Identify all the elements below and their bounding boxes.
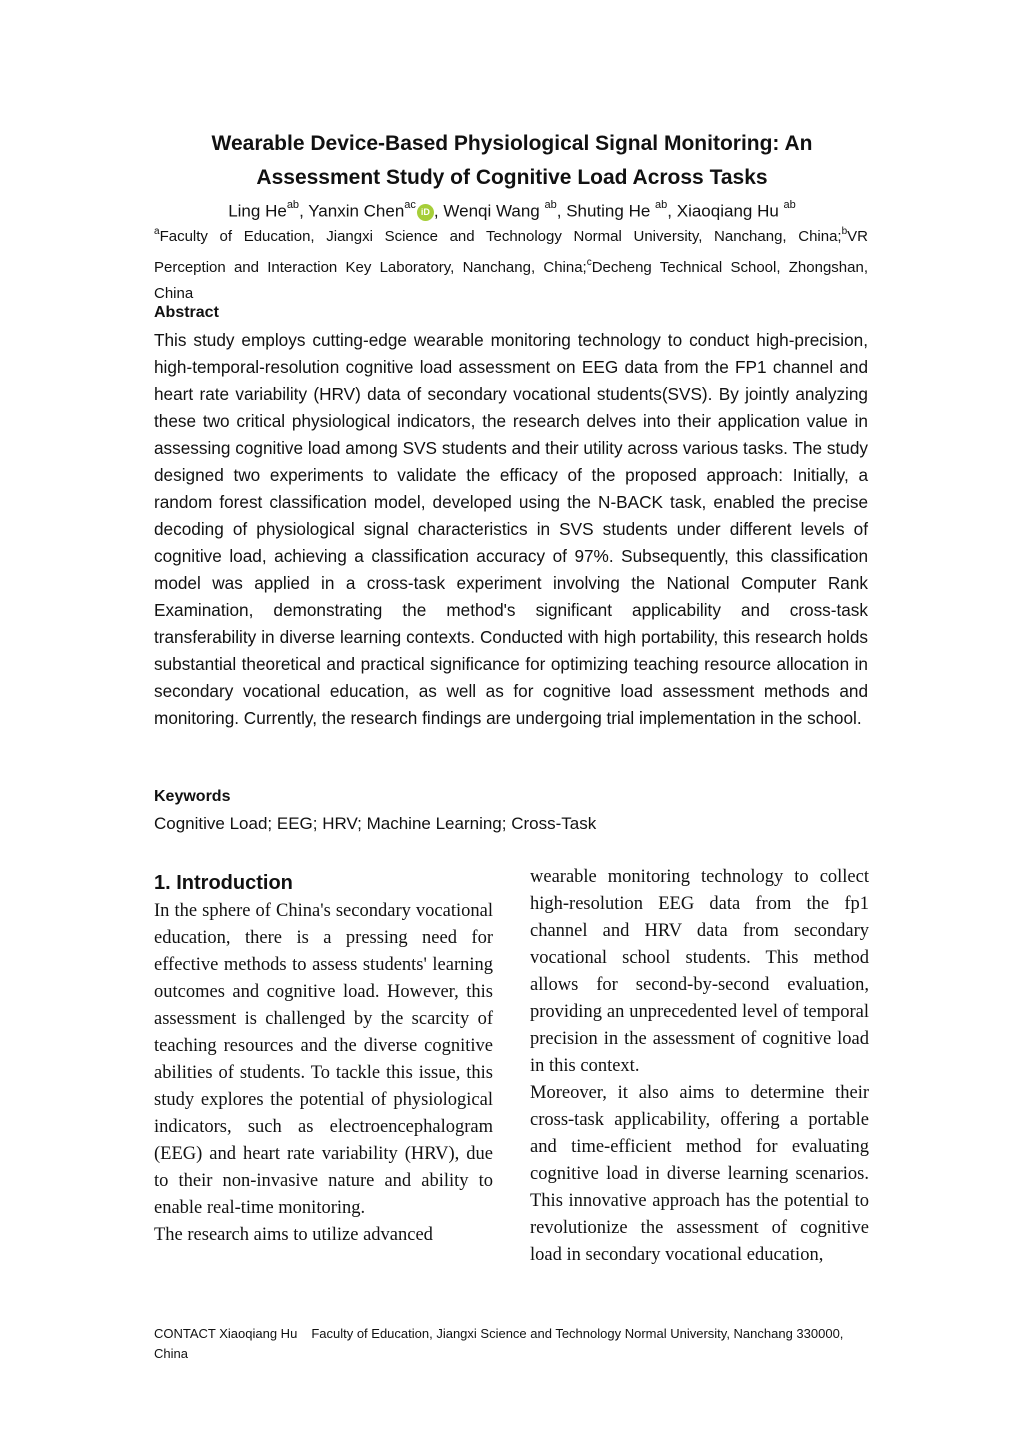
author-name: Yanxin Chen <box>308 201 405 221</box>
affiliation-mark: a <box>154 226 160 237</box>
affiliation-c: Decheng Technical School, Zhongshan, China <box>154 258 868 302</box>
affiliation-b: VR Perception and Interaction Key Laboratory, Nanchang, China; <box>154 228 868 276</box>
author-name: Shuting He <box>566 201 656 221</box>
author-name: Xiaoqiang Hu <box>676 201 784 221</box>
intro-paragraph: wearable monitoring technology to collect high-resolution EEG data from the fp1 channel and HRV data from secondary vocational school students. This method allows for second-by-second evaluation, providing an unprecedented level of temporal precision in the assessment of cognitive load in this context. <box>530 867 869 1076</box>
abstract-text: This study employs cutting-edge wearable monitoring technology to conduct high-precision, high-temporal-resolution cognitive load assessment on EEG data from the FP1 channel and heart rate variability (HRV) data of secondary vocational students(SVS). By jointly analyzing these two critical physiological indicators, the research delves into their application value in assessing cognitive load among SVS students and their utility across various tasks. The study designed two experiments to validate the efficacy of the proposed approach: Initially, a random forest classification model, developed using the N-BACK task, enabled the precise decoding of physiological signal characteristics in SVS students under different levels of cognitive load, achieving a classification accuracy of 97%. Subsequently, this classification model was applied in a cross-task experiment involving the National Computer Rank Examination, demonstrating the method's significant applicability and cross-task transferability in diverse learning contexts. Conducted with high portability, this research holds substantial theoretical and practical significance for optimizing teaching resource allocation in secondary vocational education, as well as for cognitive load assessment methods and monitoring. Currently, the research findings are undergoing trial implementation in the school. <box>154 330 868 728</box>
intro-paragraph: Moreover, it also aims to determine their cross-task applicability, offering a portable and time-efficient method for evaluating cognitive load in diverse learning scenarios. This innovative approach has the potential to revolutionize the assessment of cognitive load in secondary vocational education, <box>530 1083 869 1265</box>
title-line-1: Wearable Device-Based Physiological Signal Monitoring: An <box>211 132 813 155</box>
author-affiliation-mark: ab <box>286 199 300 211</box>
contact-label: CONTACT Xiaoqiang Hu <box>154 1326 298 1341</box>
affiliation-a: Faculty of Education, Jiangxi Science and Technology Normal University, Nanchang, China; <box>159 228 842 245</box>
intro-paragraph: In the sphere of China's secondary vocational education, there is a pressing need for effective methods to assess students' learning outcomes and cognitive load. However, this assessment is challenged by the scarcity of teaching resources and the diverse cognitive abilities of students. To tackle this issue, this study explores the potential of physiological indicators, such as electroencephalogram (EEG) and heart rate variability (HRV), due to their non-invasive nature and ability to enable real-time monitoring. <box>154 901 493 1218</box>
author-affiliation-mark: ab <box>783 199 796 211</box>
author-affiliation-mark: ac <box>404 199 416 211</box>
author-name: Ling He <box>228 201 287 221</box>
affiliations <box>154 220 868 308</box>
keywords-text: Cognitive Load; EEG; HRV; Machine Learning; Cross-Task <box>154 814 597 833</box>
author-name: Wenqi Wang <box>443 201 545 221</box>
abstract-heading: Abstract <box>154 304 219 321</box>
author-affiliation-mark: ab <box>655 199 668 211</box>
title-line-2: Assessment Study of Cognitive Load Across Tasks <box>256 166 768 189</box>
affiliation-mark: c <box>586 256 592 268</box>
orcid-icon[interactable]: iD <box>417 204 434 221</box>
author-affiliation-mark: ab <box>544 199 557 211</box>
section-heading: 1. Introduction <box>154 872 293 894</box>
intro-left-column <box>154 898 493 1249</box>
author-list: Ling $He^{ab}$, Yanxin Chen$^{ac}$iD , Wenqi Wang $^{ab}$, Shuting He $^{ab}$, Xiaoqiang Hu $^{ab}$ <box>228 199 796 221</box>
affiliation-mark: b <box>841 226 848 237</box>
intro-paragraph: The research aims to utilize advanced <box>154 1225 433 1245</box>
keywords-heading: Keywords <box>154 788 231 805</box>
contact-text: Faculty of Education, Jiangxi Science and Technology Normal University, Nanchang 330000, China <box>154 1326 844 1361</box>
intro-right-column <box>530 864 869 1269</box>
paper-title <box>150 127 874 195</box>
contact-footnote <box>154 1324 868 1364</box>
